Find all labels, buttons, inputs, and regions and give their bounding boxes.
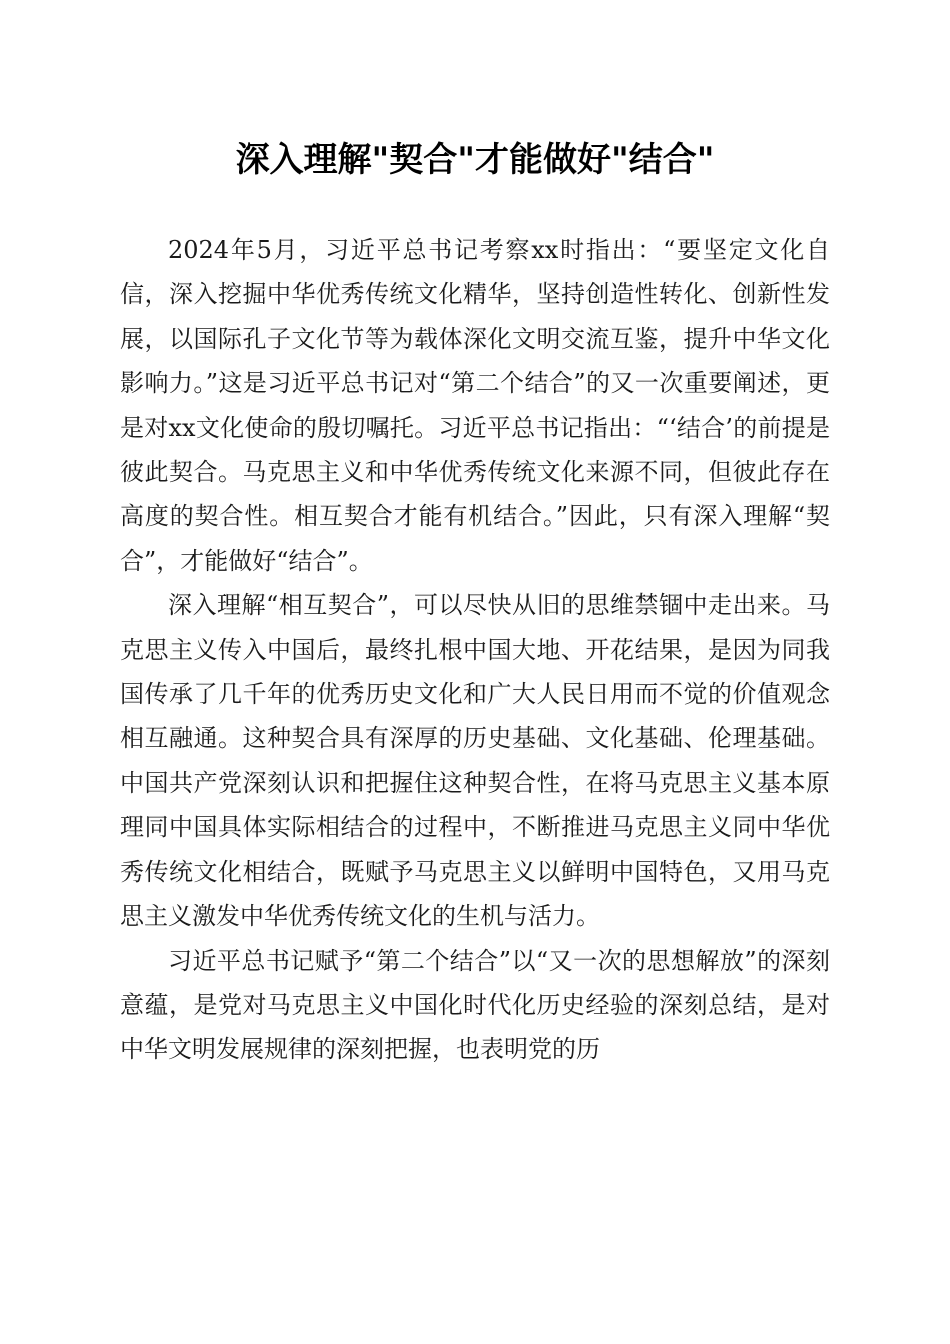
paragraph-3: 习近平总书记赋予“第二个结合”以“又一次的思想解放”的深刻意蕴，是党对马克思主义中国化时代化历史经验的深刻总结，是对中华文明发展规律的深刻把握，也表明党的历 — [120, 946, 830, 1064]
document-title: 深入理解"契合"才能做好"结合" — [235, 140, 715, 180]
document-body — [120, 228, 830, 1072]
paragraph-2: 深入理解“相互契合”，可以尽快从旧的思维禁锢中走出来。马克思主义传入中国后，最终扎根中国大地、开花结果，是因为同我国传承了几千年的优秀历史文化和广大人民日用而不觉的价值观念相互融通。这种契合具有深厚的历史基础、文化基础、伦理基础。中国共产党深刻认识和把握住这种契合性，在将马克思主义基本原理同中国具体实际相结合的过程中，不断推进马克思主义同中华优秀传统文化相结合，既赋予马克思主义以鲜明中国特色，又用马克思主义激发中华优秀传统文化的生机与活力。 — [120, 591, 830, 931]
paragraph-1: 2024年5月，习近平总书记考察xx时指出：“要坚定文化自信，深入挖掘中华优秀传统文化精华，坚持创造性转化、创新性发展，以国际孔子文化节等为载体深化文明交流互鉴，提升中华文化影响力。”这是习近平总书记对“第二个结合”的又一次重要阐述，更是对xx文化使命的殷切嘱托。习近平总书记指出：“‘结合’的前提是彼此契合。马克思主义和中华优秀传统文化来源不同，但彼此存在高度的契合性。相互契合才能有机结合。”因此，只有深入理解“契合”，才能做好“结合”。 — [120, 236, 830, 575]
